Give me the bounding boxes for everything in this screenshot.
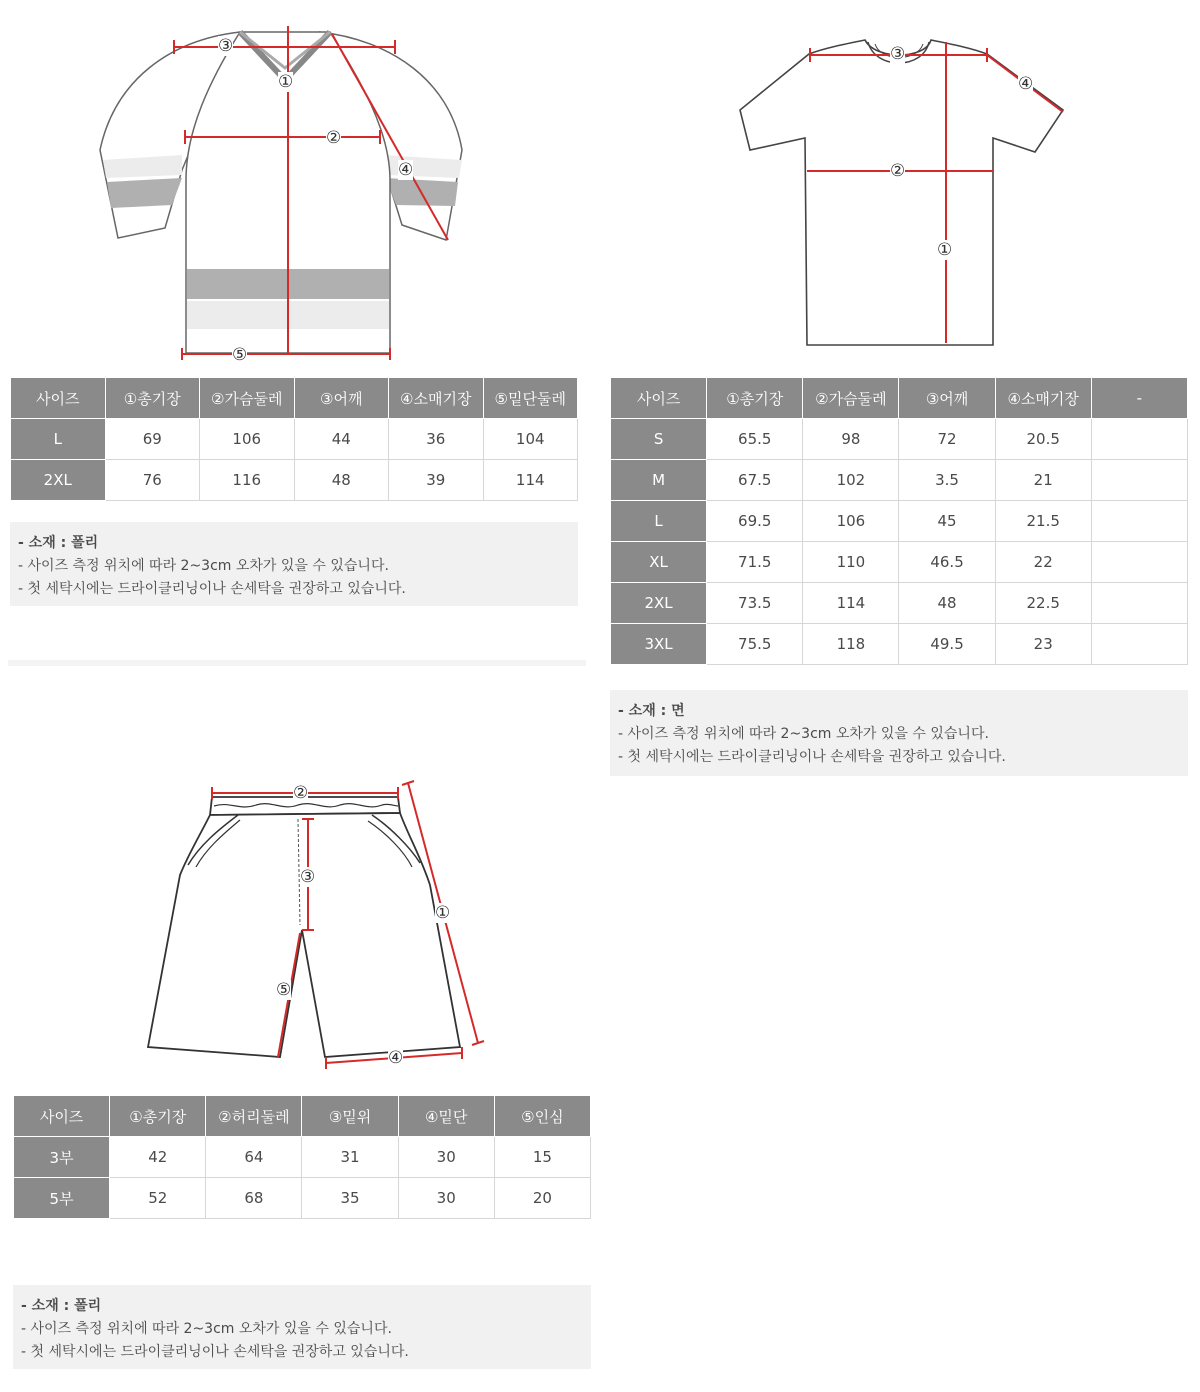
- value-cell: 22.5: [995, 583, 1091, 624]
- table-row: [611, 542, 1188, 583]
- tshirt-material: - 소재 : 면: [618, 703, 685, 719]
- size-cell: 5부: [14, 1178, 110, 1219]
- table-row: [611, 624, 1188, 665]
- value-cell: 98: [803, 419, 899, 460]
- value-cell: 71.5: [707, 542, 803, 583]
- tshirt-header-length: ①총기장: [707, 378, 803, 419]
- tshirt-header-sleeve: ④소매기장: [995, 378, 1091, 419]
- jersey-size-table: [10, 377, 578, 501]
- shorts-header-inseam: ⑤인심: [494, 1096, 590, 1137]
- jersey-header-length: ①총기장: [105, 378, 200, 419]
- size-cell: S: [611, 419, 707, 460]
- jersey-header-sleeve: ④소매기장: [389, 378, 484, 419]
- tshirt-header-size: 사이즈: [611, 378, 707, 419]
- value-cell: 3.5: [899, 460, 995, 501]
- table-row: [611, 501, 1188, 542]
- value-cell: 110: [803, 542, 899, 583]
- shorts-marker-3: ③: [300, 867, 316, 887]
- value-cell: 31: [302, 1137, 398, 1178]
- shorts-header-hem: ④밑단: [398, 1096, 494, 1137]
- shorts-header-length: ①총기장: [110, 1096, 206, 1137]
- table-row: [11, 419, 578, 460]
- value-cell: [1091, 542, 1187, 583]
- size-cell: M: [611, 460, 707, 501]
- value-cell: 46.5: [899, 542, 995, 583]
- tshirt-note-tolerance: - 사이즈 측정 위치에 따라 2~3cm 오차가 있을 수 있습니다.: [618, 726, 989, 742]
- value-cell: 42: [110, 1137, 206, 1178]
- shorts-material: - 소재 : 폴리: [21, 1298, 102, 1314]
- value-cell: 48: [294, 460, 389, 501]
- value-cell: 64: [206, 1137, 302, 1178]
- jersey-marker-3: ③: [218, 36, 234, 56]
- value-cell: 118: [803, 624, 899, 665]
- table-row: [611, 583, 1188, 624]
- value-cell: 30: [398, 1178, 494, 1219]
- tshirt-marker-1: ①: [937, 240, 953, 260]
- size-cell: 2XL: [611, 583, 707, 624]
- value-cell: 35: [302, 1178, 398, 1219]
- shorts-illustration: [140, 775, 500, 1075]
- size-cell: L: [11, 419, 106, 460]
- value-cell: [1091, 419, 1187, 460]
- value-cell: 20: [494, 1178, 590, 1219]
- size-cell: L: [611, 501, 707, 542]
- table-row: [14, 1178, 591, 1219]
- value-cell: 15: [494, 1137, 590, 1178]
- tshirt-header-shoulder: ③어깨: [899, 378, 995, 419]
- value-cell: 72: [899, 419, 995, 460]
- jersey-diagram: [90, 20, 480, 370]
- value-cell: [1091, 501, 1187, 542]
- shorts-header-rise: ③밑위: [302, 1096, 398, 1137]
- shorts-note-washing: - 첫 세탁시에는 드라이클리닝이나 손세탁을 권장하고 있습니다.: [21, 1344, 409, 1360]
- shorts-header-waist: ②허리둘레: [206, 1096, 302, 1137]
- jersey-marker-4: ④: [398, 160, 414, 180]
- table-row: [611, 460, 1188, 501]
- value-cell: 36: [389, 419, 484, 460]
- value-cell: 114: [483, 460, 578, 501]
- value-cell: 30: [398, 1137, 494, 1178]
- jersey-notes: [10, 522, 578, 606]
- shorts-marker-1: ①: [435, 903, 451, 923]
- shorts-notes: [13, 1285, 591, 1369]
- table-row: [11, 460, 578, 501]
- shorts-diagram: [140, 775, 500, 1075]
- tshirt-marker-3: ③: [890, 44, 906, 64]
- value-cell: [1091, 583, 1187, 624]
- jersey-note-tolerance: - 사이즈 측정 위치에 따라 2~3cm 오차가 있을 수 있습니다.: [18, 558, 389, 574]
- value-cell: 21: [995, 460, 1091, 501]
- jersey-marker-2: ②: [326, 128, 342, 148]
- value-cell: 45: [899, 501, 995, 542]
- size-cell: XL: [611, 542, 707, 583]
- value-cell: 104: [483, 419, 578, 460]
- size-cell: 3부: [14, 1137, 110, 1178]
- value-cell: 69: [105, 419, 200, 460]
- jersey-note-washing: - 첫 세탁시에는 드라이클리닝이나 손세탁을 권장하고 있습니다.: [18, 581, 406, 597]
- value-cell: [1091, 460, 1187, 501]
- value-cell: 106: [200, 419, 295, 460]
- tshirt-header-empty: -: [1091, 378, 1187, 419]
- value-cell: 116: [200, 460, 295, 501]
- jersey-header-hem: ⑤밑단둘레: [483, 378, 578, 419]
- table-row: [611, 419, 1188, 460]
- value-cell: 114: [803, 583, 899, 624]
- value-cell: 76: [105, 460, 200, 501]
- value-cell: 65.5: [707, 419, 803, 460]
- shorts-size-table: [13, 1095, 591, 1219]
- value-cell: 20.5: [995, 419, 1091, 460]
- tshirt-marker-4: ④: [1018, 74, 1034, 94]
- tshirt-notes: [610, 690, 1188, 776]
- section-divider: [8, 660, 586, 666]
- value-cell: 21.5: [995, 501, 1091, 542]
- tshirt-marker-2: ②: [890, 161, 906, 181]
- jersey-header-shoulder: ③어깨: [294, 378, 389, 419]
- jersey-marker-1: ①: [278, 72, 294, 92]
- jersey-marker-5: ⑤: [232, 345, 248, 365]
- value-cell: 102: [803, 460, 899, 501]
- value-cell: 44: [294, 419, 389, 460]
- value-cell: 52: [110, 1178, 206, 1219]
- value-cell: [1091, 624, 1187, 665]
- tshirt-header-chest: ②가슴둘레: [803, 378, 899, 419]
- value-cell: 48: [899, 583, 995, 624]
- tshirt-note-washing: - 첫 세탁시에는 드라이클리닝이나 손세탁을 권장하고 있습니다.: [618, 749, 1006, 765]
- shorts-marker-2: ②: [293, 783, 309, 803]
- jersey-header-chest: ②가슴둘레: [200, 378, 295, 419]
- value-cell: 75.5: [707, 624, 803, 665]
- shorts-marker-5: ⑤: [276, 980, 292, 1000]
- value-cell: 68: [206, 1178, 302, 1219]
- tshirt-size-table: [610, 377, 1188, 665]
- shorts-note-tolerance: - 사이즈 측정 위치에 따라 2~3cm 오차가 있을 수 있습니다.: [21, 1321, 392, 1337]
- table-row: [14, 1137, 591, 1178]
- value-cell: 49.5: [899, 624, 995, 665]
- jersey-header-size: 사이즈: [11, 378, 106, 419]
- value-cell: 22: [995, 542, 1091, 583]
- value-cell: 39: [389, 460, 484, 501]
- value-cell: 73.5: [707, 583, 803, 624]
- size-cell: 3XL: [611, 624, 707, 665]
- size-cell: 2XL: [11, 460, 106, 501]
- tshirt-diagram: [735, 30, 1080, 350]
- value-cell: 23: [995, 624, 1091, 665]
- value-cell: 69.5: [707, 501, 803, 542]
- shorts-marker-4: ④: [388, 1048, 404, 1068]
- shorts-header-size: 사이즈: [14, 1096, 110, 1137]
- jersey-material: - 소재 : 폴리: [18, 535, 99, 551]
- value-cell: 106: [803, 501, 899, 542]
- value-cell: 67.5: [707, 460, 803, 501]
